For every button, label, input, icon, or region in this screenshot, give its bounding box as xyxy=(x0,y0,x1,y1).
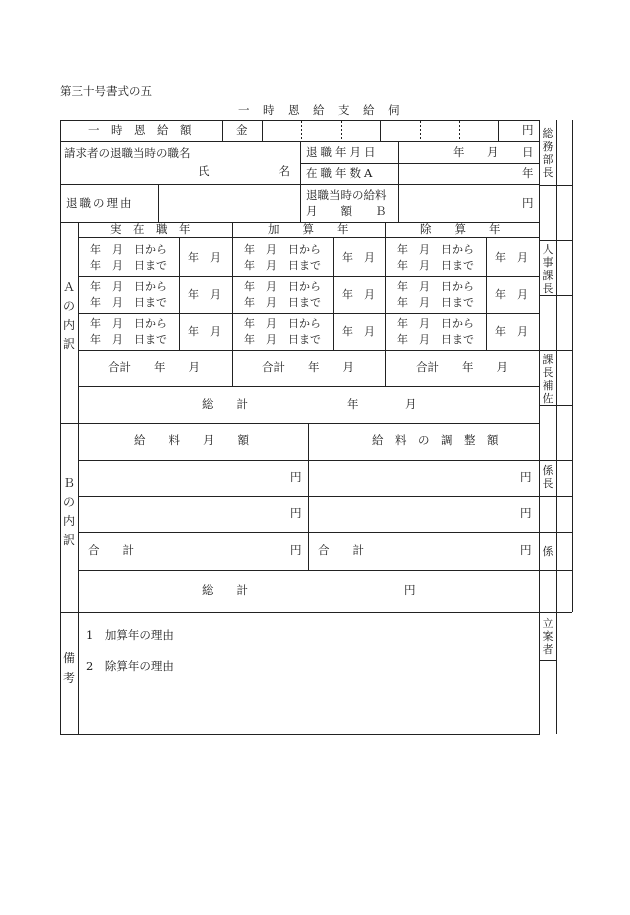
b-sum-right-yen: 円 xyxy=(520,543,532,557)
approval-staff: 係 xyxy=(542,545,554,558)
period-to: 年 月 日まで xyxy=(397,296,474,309)
period-from: 年 月 日から xyxy=(244,317,321,330)
header-actual-service: 実 在 職 年 xyxy=(110,222,191,236)
b-row2-yen-right: 円 xyxy=(520,506,532,520)
b-row1-yen-left: 円 xyxy=(290,470,302,484)
section-a-label: Ａの内訳 xyxy=(62,280,75,351)
subtotal-added: 合計 年 月 xyxy=(262,360,354,374)
period-to: 年 月 日まで xyxy=(90,259,167,272)
b-sum-left-label: 合 計 xyxy=(88,543,134,557)
period-to: 年 月 日まで xyxy=(244,333,321,346)
period-to: 年 月 日まで xyxy=(90,333,167,346)
header-added-years: 加 算 年 xyxy=(268,222,349,236)
period-from: 年 月 日から xyxy=(397,243,474,256)
amount-unit: 円 xyxy=(522,123,534,137)
approval-section-head: 係長 xyxy=(542,464,554,490)
salary-unit: 円 xyxy=(522,196,534,210)
approval-general-manager: 総務部長 xyxy=(542,127,554,179)
header-salary-adjust: 給 料 の 調 整 額 xyxy=(372,433,499,447)
b-sum-left-yen: 円 xyxy=(290,543,302,557)
period-year-month: 年 月 xyxy=(188,325,221,338)
b-sum-right-label: 合 計 xyxy=(318,543,364,557)
period-year-month: 年 月 xyxy=(188,251,221,264)
applicant-label: 請求者の退職当時の職名 xyxy=(64,146,191,160)
period-to: 年 月 日まで xyxy=(397,259,474,272)
period-year-month: 年 月 xyxy=(495,251,528,264)
period-from: 年 月 日から xyxy=(244,280,321,293)
subtotal-actual: 合計 年 月 xyxy=(108,360,200,374)
grand-total-label: 総 計 xyxy=(202,397,248,411)
header-salary-monthly: 給 料 月 額 xyxy=(134,433,249,447)
subtotal-excluded: 合計 年 月 xyxy=(416,360,508,374)
salary-label-2: 月 額 Ｂ xyxy=(306,204,387,218)
approval-drafter: 立案者 xyxy=(542,617,554,656)
salary-label-1: 退職当時の給料 xyxy=(306,188,387,202)
remark-item-1: 1 加算年の理由 xyxy=(86,628,174,642)
form-title: 一 時 恩 給 支 給 伺 xyxy=(238,103,401,117)
amount-label: 一 時 恩 給 額 xyxy=(88,123,192,137)
header-excluded-years: 除 算 年 xyxy=(420,222,501,236)
period-from: 年 月 日から xyxy=(244,243,321,256)
b-total-yen: 円 xyxy=(404,583,416,597)
retire-day: 日 xyxy=(522,145,534,159)
period-year-month: 年 月 xyxy=(342,288,375,301)
section-b-label: Ｂの内訳 xyxy=(62,476,75,547)
period-to: 年 月 日まで xyxy=(244,259,321,272)
period-year-month: 年 月 xyxy=(342,251,375,264)
service-years-label: 在職年数A xyxy=(306,166,376,180)
amount-prefix: 金 xyxy=(236,123,248,137)
period-to: 年 月 日まで xyxy=(397,333,474,346)
period-from: 年 月 日から xyxy=(397,317,474,330)
remark-item-2: 2 除算年の理由 xyxy=(86,659,174,673)
period-year-month: 年 月 xyxy=(342,325,375,338)
period-year-month: 年 月 xyxy=(495,288,528,301)
b-row1-yen-right: 円 xyxy=(520,470,532,484)
period-from: 年 月 日から xyxy=(90,243,167,256)
form-number: 第三十号書式の五 xyxy=(60,84,152,98)
approval-personnel-chief: 人事課長 xyxy=(542,243,554,295)
b-row2-yen-left: 円 xyxy=(290,506,302,520)
reason-label: 退職の理由 xyxy=(66,196,134,210)
retire-year: 年 xyxy=(453,145,465,159)
service-years-unit: 年 xyxy=(522,166,534,180)
retire-month: 月 xyxy=(487,145,499,159)
retire-date-label: 退職年月日 xyxy=(306,145,379,159)
remarks-label: 備考 xyxy=(62,651,75,685)
period-year-month: 年 月 xyxy=(188,288,221,301)
period-to: 年 月 日まで xyxy=(90,296,167,309)
period-year-month: 年 月 xyxy=(495,325,528,338)
period-from: 年 月 日から xyxy=(90,317,167,330)
period-from: 年 月 日から xyxy=(90,280,167,293)
approval-deputy-chief: 課長補佐 xyxy=(542,353,554,405)
period-to: 年 月 日まで xyxy=(244,296,321,309)
b-total-label: 総 計 xyxy=(202,583,248,597)
grand-total-year: 年 xyxy=(347,397,359,411)
grand-total-month: 月 xyxy=(405,397,417,411)
name-label: 氏 名 xyxy=(198,164,290,178)
period-from: 年 月 日から xyxy=(397,280,474,293)
